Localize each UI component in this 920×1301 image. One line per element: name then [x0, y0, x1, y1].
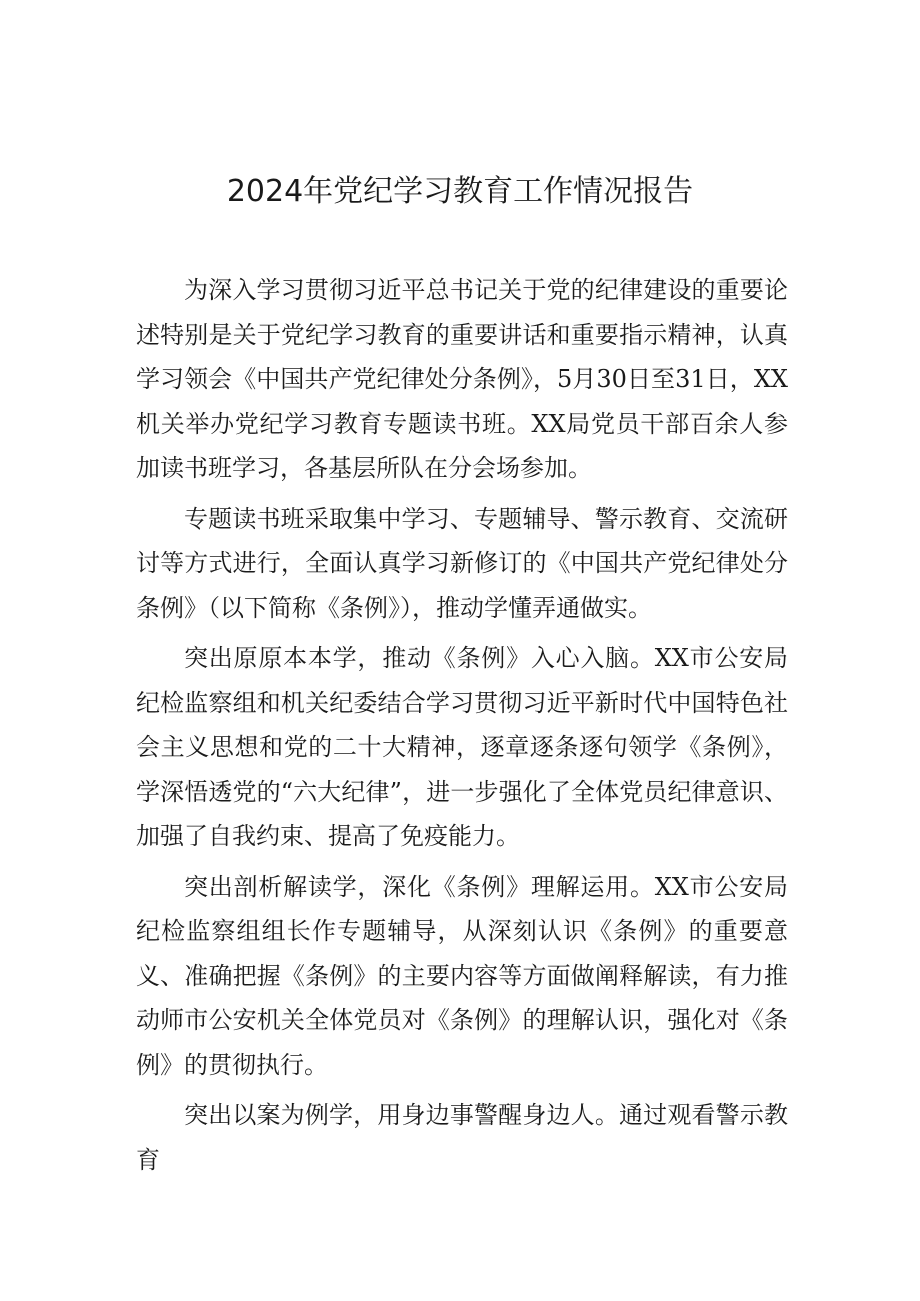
paragraph-1: 为深入学习贯彻习近平总书记关于党的纪律建设的重要论述特别是关于党纪学习教育的重要讲话和重要指示精神，认真学习领会《中国共产党纪律处分条例》，5月30日至31日，XX机关举办党纪学习教育专题读书班。XX局党员干部百余人参加读书班学习，各基层所队在分会场参加。	[136, 276, 788, 482]
document-body	[136, 268, 788, 1188]
paragraph-5: 突出以案为例学，用身边事警醒身边人。通过观看警示教育	[136, 1101, 788, 1174]
paragraph-2: 专题读书班采取集中学习、专题辅导、警示教育、交流研讨等方式进行，全面认真学习新修订的《中国共产党纪律处分条例》（以下简称《条例》），推动学懂弄通做实。	[136, 504, 788, 622]
paragraph-3: 突出原原本本学，推动《条例》入心入脑。XX市公安局纪检监察组和机关纪委结合学习贯彻习近平新时代中国特色社会主义思想和党的二十大精神，逐章逐条逐句领学《条例》，学深悟透党的“六大纪律”，进一步强化了全体党员纪律意识、加强了自我约束、提高了免疫能力。	[136, 644, 788, 850]
paragraph-4: 突出剖析解读学，深化《条例》理解运用。XX市公安局纪检监察组组长作专题辅导，从深刻认识《条例》的重要意义、准确把握《条例》的主要内容等方面做阐释解读，有力推动师市公安机关全体党员对《条例》的理解认识，强化对《条例》的贯彻执行。	[136, 872, 788, 1079]
document-title: 2024年党纪学习教育工作情况报告	[226, 174, 694, 209]
